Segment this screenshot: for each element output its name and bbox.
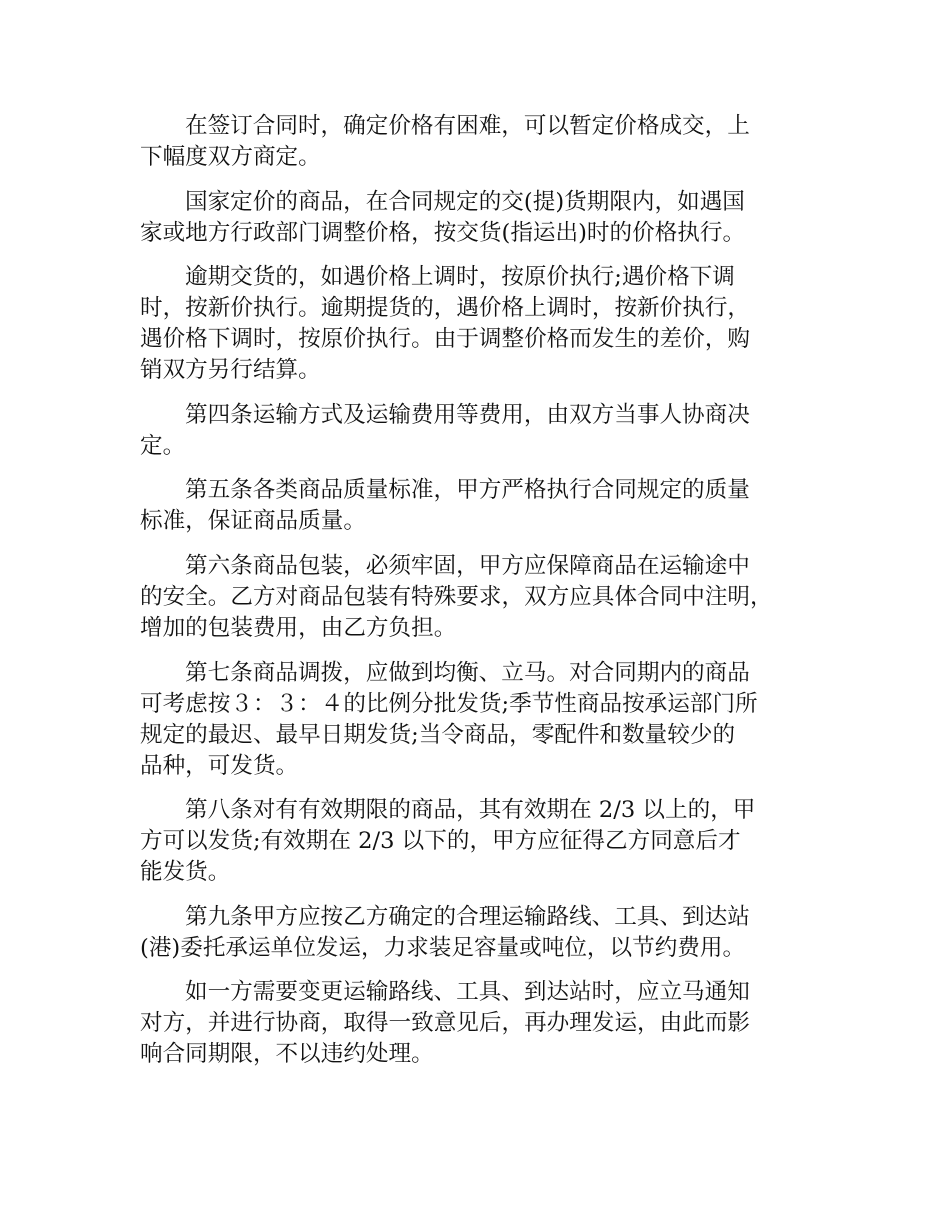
paragraph-line: 遇价格下调时，按原价执行。由于调整价格而发生的差价，购 (140, 326, 751, 353)
paragraph-line: 响合同期限，不以违约处理。 (140, 1041, 434, 1068)
paragraph-line: 第九条甲方应按乙方确定的合理运输路线、工具、到达站 (185, 903, 750, 930)
paragraph-line: 下幅度双方商定。 (140, 144, 321, 170)
paragraph-line: 品种，可发货。 (140, 752, 299, 779)
paragraph-line: 增加的包装费用，由乙方负担。 (140, 614, 457, 641)
paragraph-line: 在签订合同时，确定价格有困难，可以暂定价格成交，上 (185, 113, 750, 139)
paragraph-article-6 (140, 551, 820, 644)
paragraph-line: 国家定价的商品，在合同规定的交(提)货期限内，如遇国 (185, 188, 745, 215)
paragraph-line: 标准，保证商品质量。 (140, 508, 366, 535)
paragraph-state-pricing (140, 187, 820, 249)
paragraph-line: 第七条商品调拨，应做到均衡、立马。对合同期内的商品 (185, 659, 750, 686)
paragraph-line: 逾期交货的，如遇价格上调时，按原价执行;遇价格下调 (185, 264, 735, 291)
paragraph-article-7 (140, 658, 820, 782)
paragraph-line: 方可以发货;有效期在 2/3 以下的，甲方应征得乙方同意后才 (140, 828, 741, 855)
paragraph-line: 规定的最迟、最早日期发货;当令商品，零配件和数量较少的 (140, 721, 736, 748)
paragraph-line: 第六条商品包装，必须牢固，甲方应保障商品在运输途中 (185, 552, 750, 579)
document-body (140, 111, 820, 1084)
paragraph-article-9 (140, 902, 820, 964)
paragraph-line: 家或地方行政部门调整价格，按交货(指运出)时的价格执行。 (140, 219, 746, 246)
paragraph-article-8 (140, 795, 820, 888)
paragraph-line: 如一方需要变更运输路线、工具、到达站时，应立马通知 (185, 979, 750, 1006)
paragraph-article-5 (140, 475, 820, 537)
paragraph-line: 定。 (140, 432, 186, 459)
paragraph-overdue-delivery (140, 262, 820, 386)
paragraph-price-tentative (140, 111, 820, 173)
paragraph-line: 销双方另行结算。 (140, 357, 321, 384)
paragraph-line: 第五条各类商品质量标准，甲方严格执行合同规定的质量 (185, 477, 750, 504)
paragraph-route-change (140, 977, 820, 1070)
paragraph-line: 第八条对有有效期限的商品，其有效期在 2/3 以上的，甲 (185, 797, 756, 824)
paragraph-line: 能发货。 (140, 859, 231, 886)
paragraph-line: 对方，并进行协商，取得一致意见后，再办理发运，由此而影 (140, 1010, 751, 1037)
paragraph-line: 的安全。乙方对商品包装有特殊要求，双方应具体合同中注明， (140, 583, 773, 610)
paragraph-article-4 (140, 400, 820, 462)
paragraph-line: 时，按新价执行。逾期提货的，遇价格上调时，按新价执行， (140, 295, 751, 322)
paragraph-line: 可考虑按３：３：４的比例分批发货;季节性商品按承运部门所 (140, 690, 758, 717)
paragraph-line: 第四条运输方式及运输费用等费用，由双方当事人协商决 (185, 401, 750, 428)
paragraph-line: (港)委托承运单位发运，力求装足容量或吨位，以节约费用。 (140, 934, 746, 961)
